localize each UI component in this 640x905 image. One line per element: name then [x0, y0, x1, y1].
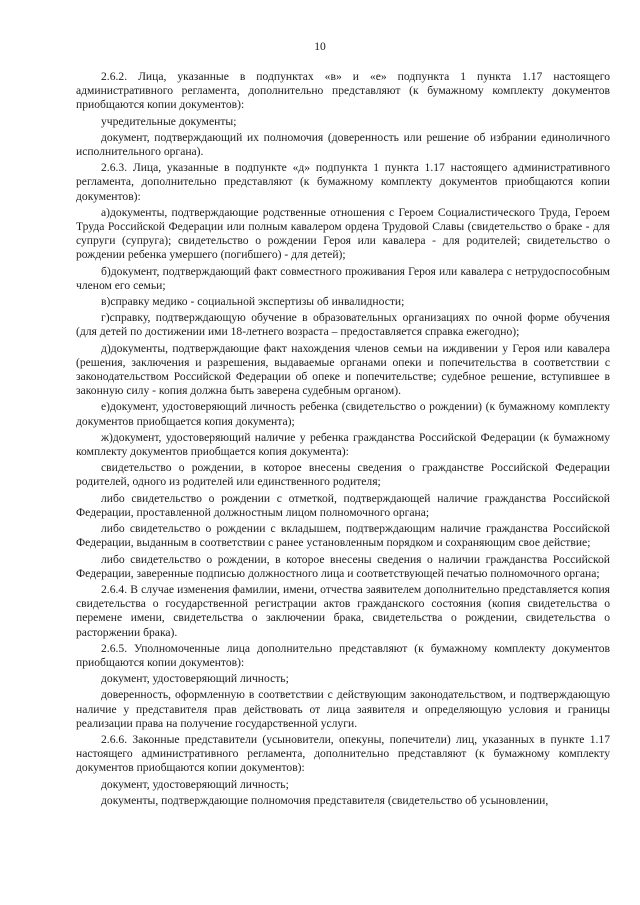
paragraph: 2.6.3. Лица, указанные в подпункте «д» подпункта 1 пункта 1.17 настоящего административного регламента, дополнительно представляют (к бумажному комплекту документов приобщаются копии документов): [76, 161, 610, 203]
paragraph: свидетельство о рождении, в которое внесены сведения о гражданстве Российской Федерации родителей, одного из родителей или единственного родителя; [76, 461, 610, 489]
paragraph: документ, удостоверяющий личность; [101, 672, 289, 686]
paragraph: 2.6.2. Лица, указанные в подпунктах «в» и «е» подпункта 1 пункта 1.17 настоящего административного регламента, дополнительно представляют (к бумажному комплекту документов приобщаются копии документов): [76, 70, 610, 112]
paragraph: г)справку, подтверждающую обучение в образовательных организациях по очной форме обучения (для детей по достижении ими 18-летнего возраста – предоставляется справка ежегодно); [76, 311, 610, 339]
paragraph: либо свидетельство о рождении с отметкой, подтверждающей наличие гражданства Российской Федерации, проставленной должностным лицом полномочного органа; [76, 491, 610, 519]
paragraph: документы, подтверждающие полномочия представителя (свидетельство об усыновлении, [101, 793, 549, 807]
paragraph: е)документ, удостоверяющий личность ребенка (свидетельство о рождении) (к бумажному комплекту документов приобщается копия документа); [76, 400, 610, 428]
paragraph: либо свидетельство о рождении, в которое внесены сведения о наличии гражданства Российской Федерации, заверенные подписью должностного лица и соответствующей печатью полномочного органа; [76, 552, 610, 580]
page-number: 10 [314, 40, 326, 53]
paragraph: в)справку медико - социальной экспертизы об инвалидности; [101, 295, 405, 309]
paragraph: ж)документ, удостоверяющий наличие у ребенка гражданства Российской Федерации (к бумажному комплекту документов приобщается копия документа): [76, 430, 610, 459]
paragraph: б)документ, подтверждающий факт совместного проживания Героя или кавалера с нетрудоспособным членом его семьи; [76, 264, 610, 292]
paragraph: документ, подтверждающий их полномочия (доверенность или решение об избрании единоличного исполнительного органа). [76, 130, 610, 159]
document-body [76, 70, 610, 810]
paragraph: 2.6.6. Законные представители (усыновители, опекуны, попечители) лиц, указанных в пункте 1.17 настоящего административного регламента, дополнительно представляют (к бумажному комплекту документов приобщаются копии документов): [76, 732, 610, 775]
paragraph: 2.6.4. В случае изменения фамилии, имени, отчества заявителем дополнительно представляется копия свидетельства о государственной регистрации актов гражданского состояния (копия свидетельства о перемене имени, свидетельства о заключении брака, свидетельства о рождении, свидетельства о расторжении брака). [76, 582, 610, 639]
paragraph: а)документы, подтверждающие родственные отношения с Героем Социалистического Труда, Героем Труда Российской Федерации или полным кавалером ордена Трудовой Славы (свидетельство о браке - для супруги (супруга); свидетельство о рождении Героя или кавалера - для родителей; свидетельство о рождении ребенка умершего (погибшего) - для детей); [76, 205, 610, 262]
paragraph: либо свидетельство о рождении с вкладышем, подтверждающим наличие гражданства Российской Федерации, выданным в соответствии с ранее установленным порядком и сохраняющим свое действие; [76, 522, 610, 550]
paragraph: доверенность, оформленную в соответствии с действующим законодательством, и подтверждающую наличие у представителя прав действовать от лица заявителя и определяющую условия и границы реализации права на получение государственной услуги. [76, 688, 610, 730]
paragraph: документ, удостоверяющий личность; [101, 777, 289, 791]
paragraph: учредительные документы; [101, 114, 237, 128]
paragraph: д)документы, подтверждающие факт нахождения членов семьи на иждивении у Героя или кавалера (решения, заключения и разрешения, выдаваемые органами опеки и попечительства в соответствии с законодательством Российской Федерации об опеке и попечительстве; судебное решение, вступившее в законную силу - копия должна быть заверена судебным органом). [76, 341, 610, 398]
paragraph: 2.6.5. Уполномоченные лица дополнительно представляют (к бумажному комплекту документов приобщаются копии документов): [76, 641, 610, 669]
